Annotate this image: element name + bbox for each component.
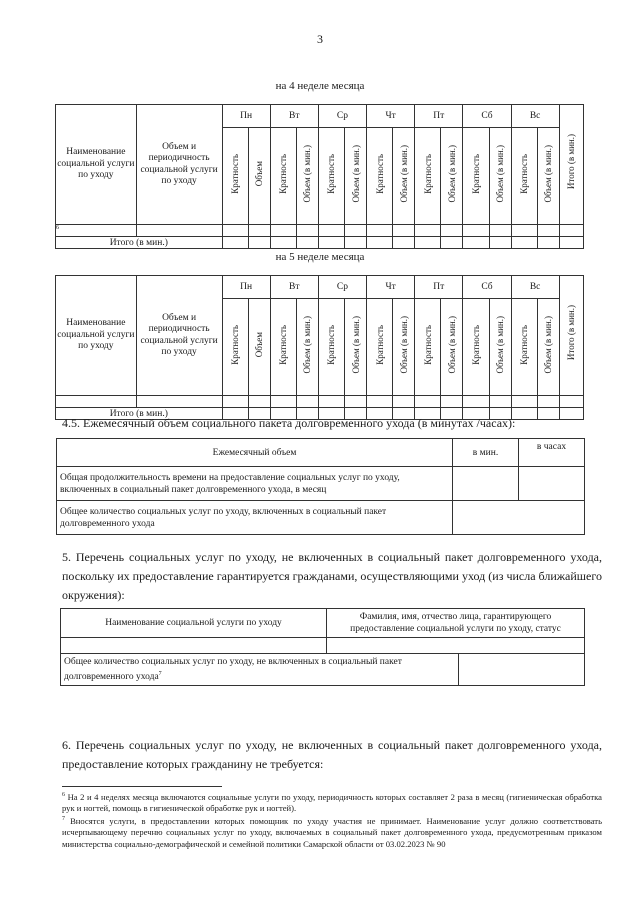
footnote-7: $^7$ Вносятся услуги, в предоставлении которых помощник по уходу участия не принимает. Наименование услуг должно соответствовать исчерпывающему перечню социальных услуг по уходу, включаемых в социальный пакет долговременного ухода, предусмотренным приказом министерства социально-демографической и семейной политики Самарской области от 03.02.2023 № 90	[62, 815, 602, 849]
sub-volume: Объем (в мин.)	[296, 128, 318, 225]
row-total-duration: Общая продолжительность времени на предоставление социальных услуг по уходу, включенных в социальный пакет долговременного ухода, в месяц	[57, 467, 453, 501]
day-sat: Сб	[463, 105, 511, 128]
sub-frequency: Кратность	[367, 128, 393, 225]
sub-volume: Объем (в мин.)	[537, 128, 559, 225]
sub-volume: Объем (в мин.)	[296, 299, 318, 396]
day-thu: Чт	[367, 276, 415, 299]
sub-frequency: Кратность	[270, 299, 296, 396]
footnote-mark-6: 6	[56, 225, 137, 237]
day-tue: Вт	[270, 276, 318, 299]
day-wed: Ср	[318, 276, 366, 299]
footnote-separator	[62, 786, 222, 787]
col-service-name: Наименование социальной услуги по уходу	[56, 105, 137, 225]
day-thu: Чт	[367, 105, 415, 128]
week5-heading: на 5 неделе месяца	[275, 251, 365, 263]
col-total: Итого (в мин.)	[559, 105, 583, 225]
col-volume-periodicity: Объем и периодичность социальной услуги по уходу	[136, 276, 222, 396]
day-wed: Ср	[318, 105, 366, 128]
week4-heading: на 4 неделе месяца	[275, 80, 365, 92]
page-number: 3	[317, 32, 323, 46]
col-volume-periodicity: Объем и периодичность социальной услуги по уходу	[136, 105, 222, 225]
day-mon: Пн	[222, 105, 270, 128]
sub-volume: Объем (в мин.)	[345, 128, 367, 225]
sub-frequency: Кратность	[318, 299, 344, 396]
total-row-label: Итого (в мин.)	[56, 408, 223, 420]
col-service-name: Наименование социальной услуги по уходу	[61, 609, 327, 638]
section-5-title: 5. Перечень социальных услуг по уходу, не включенных в социальный пакет долговременного ухода, поскольку их предоставление гарантируется гражданами, осуществляющими уход (из числа ближайшего окружения):	[62, 550, 602, 602]
monthly-volume-table	[56, 438, 585, 535]
sub-frequency: Кратность	[463, 299, 489, 396]
sub-frequency: Кратность	[367, 299, 393, 396]
col-minutes: в мин.	[453, 439, 519, 467]
row-total-count: Общее количество социальных услуг по уходу, включенных в социальный пакет долговременного ухода	[57, 501, 453, 535]
sub-frequency: Кратность	[222, 299, 248, 396]
sub-volume: Объем (в мин.)	[393, 128, 415, 225]
sub-volume: Объем	[248, 128, 270, 225]
sub-volume: Объем (в мин.)	[345, 299, 367, 396]
day-sun: Вс	[511, 276, 559, 299]
sub-frequency: Кратность	[222, 128, 248, 225]
col-monthly-volume: Ежемесячный объем	[57, 439, 453, 467]
sub-frequency: Кратность	[511, 128, 537, 225]
sub-volume: Объем (в мин.)	[489, 128, 511, 225]
footnote-6: $^6$ На 2 и 4 неделях месяца включаются социальные услуги по уходу, периодичность которых составляет 2 раза в месяц (гигиеническая обработка рук и ногтей, помощь в гигиенической обработке рук и ногтей).	[62, 791, 602, 814]
total-row-label: Итого (в мин.)	[56, 237, 223, 249]
sub-frequency: Кратность	[511, 299, 537, 396]
col-hours: в часах	[519, 439, 585, 467]
section-6-title: 6. Перечень социальных услуг по уходу, не включенных в социальный пакет долговременного ухода, предоставление которых гражданину не требуется:	[62, 738, 602, 771]
section-4-5-title: 4.5. Ежемесячный объем социального пакета долговременного ухода (в минутах /часах):	[62, 416, 516, 430]
sub-volume: Объем (в мин.)	[441, 128, 463, 225]
col-total: Итого (в мин.)	[559, 276, 583, 396]
week5-schedule-table	[55, 275, 584, 420]
day-fri: Пт	[415, 105, 463, 128]
day-mon: Пн	[222, 276, 270, 299]
day-sat: Сб	[463, 276, 511, 299]
sub-volume: Объем	[248, 299, 270, 396]
sub-volume: Объем (в мин.)	[489, 299, 511, 396]
sub-volume: Объем (в мин.)	[393, 299, 415, 396]
row-total-not-included: Общее количество социальных услуг по уходу, не включенных в социальный пакет долговременного ухода$^7$	[61, 654, 459, 686]
sub-volume: Объем (в мин.)	[441, 299, 463, 396]
sub-frequency: Кратность	[318, 128, 344, 225]
day-tue: Вт	[270, 105, 318, 128]
day-sun: Вс	[511, 105, 559, 128]
sub-frequency: Кратность	[270, 128, 296, 225]
day-fri: Пт	[415, 276, 463, 299]
sub-frequency: Кратность	[415, 128, 441, 225]
sub-volume: Объем (в мин.)	[537, 299, 559, 396]
sub-frequency: Кратность	[415, 299, 441, 396]
col-guarantor: Фамилия, имя, отчество лица, гарантирующего предоставление социальной услуги по уходу, статус	[327, 609, 585, 638]
week4-schedule-table	[55, 104, 584, 249]
caregiver-services-table	[60, 608, 585, 686]
sub-frequency: Кратность	[463, 128, 489, 225]
col-service-name: Наименование социальной услуги по уходу	[56, 276, 137, 396]
